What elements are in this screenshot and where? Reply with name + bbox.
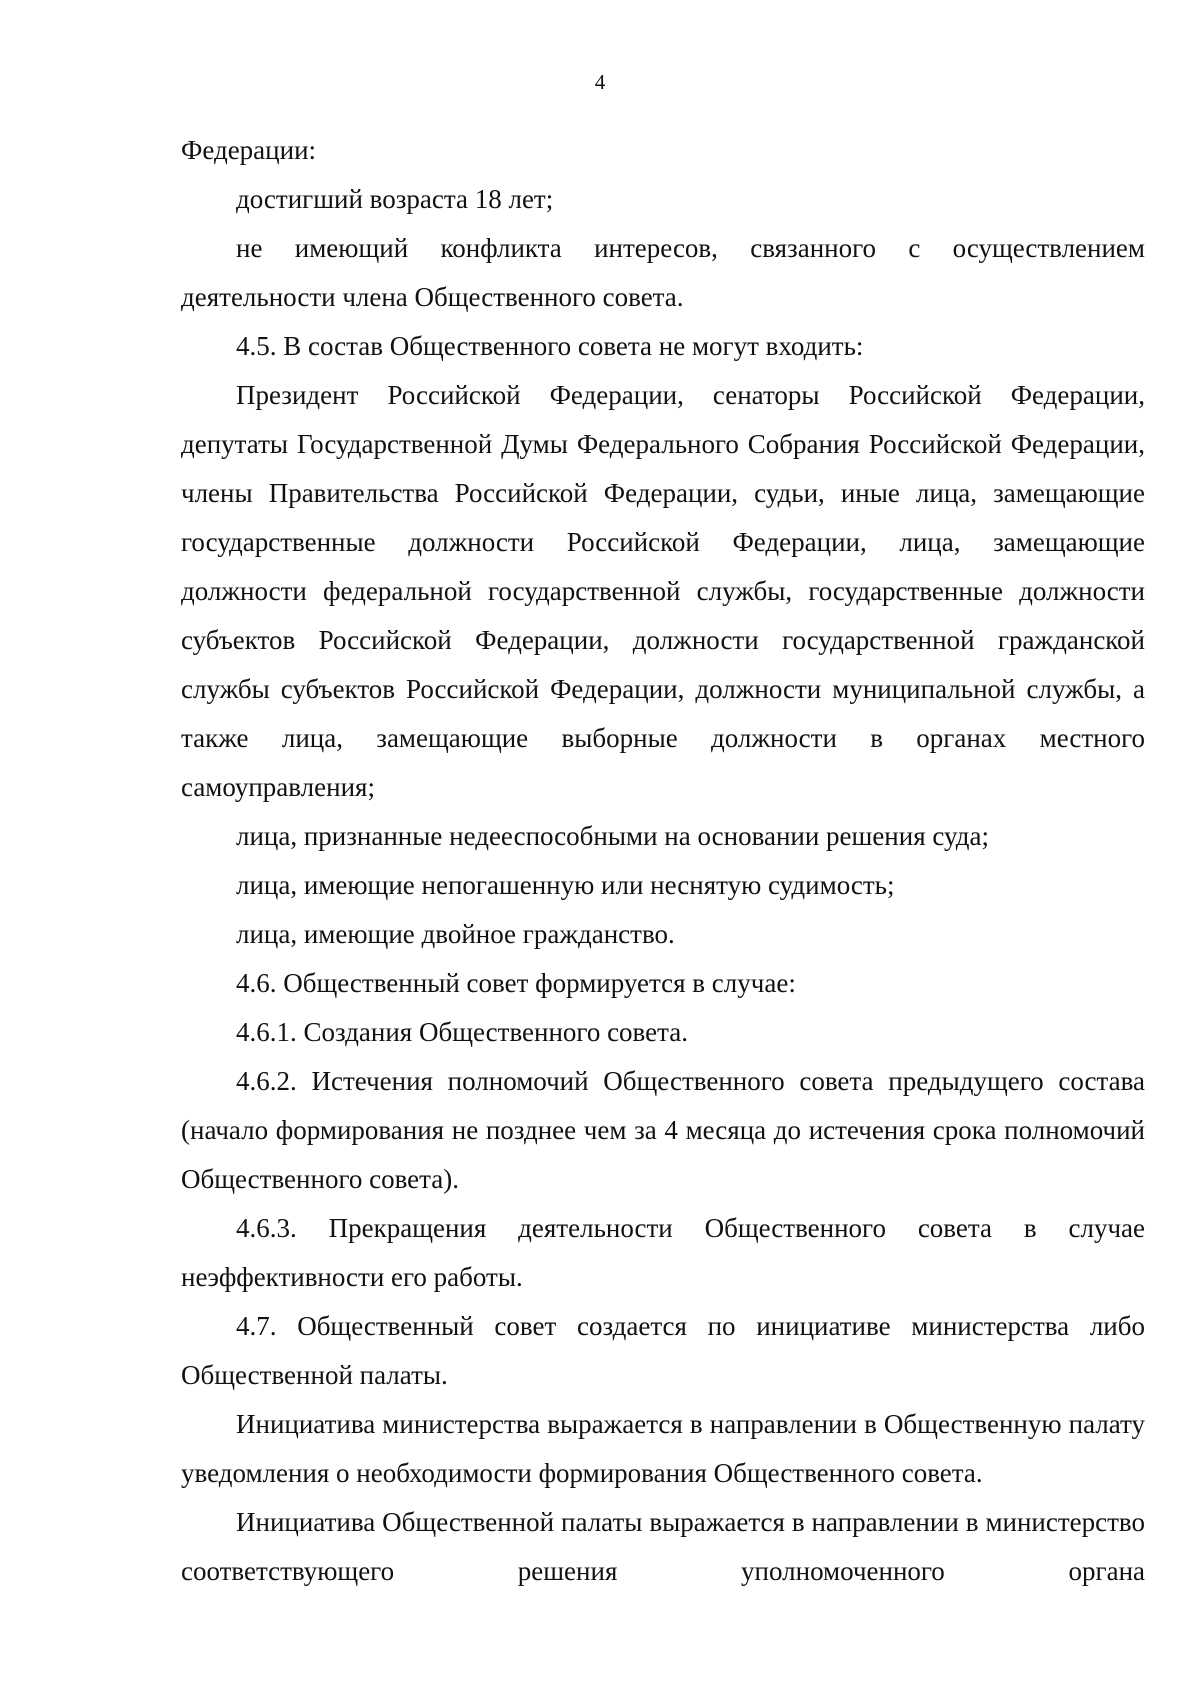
paragraph-dual-citizenship: лица, имеющие двойное гражданство. [236,919,675,949]
paragraph-chamber-initiative: Инициатива Общественной палаты выражается в направлении в министерство соответствующего решения уполномоченного органа [181,1507,1145,1586]
paragraph-ministry-initiative: Инициатива министерства выражается в направлении в Общественную палату уведомления о необходимости формирования Общественного совета. [181,1409,1145,1488]
paragraph-continuation: Федерации: [181,135,317,165]
paragraph-4-6-3: 4.6.3. Прекращения деятельности Общественного совета в случае неэффективности его работы. [181,1213,1145,1292]
paragraph-incapacitated: лица, признанные недееспособными на основании решения суда; [236,821,990,851]
paragraph-4-6: 4.6. Общественный совет формируется в случае: [236,968,796,998]
paragraph-4-6-2: 4.6.2. Истечения полномочий Общественного совета предыдущего состава (начало формирования не позднее чем за 4 месяца до истечения срока полномочий Общественного совета). [181,1066,1145,1194]
paragraph-4-7: 4.7. Общественный совет создается по инициативе министерства либо Общественной палаты. [181,1311,1145,1390]
paragraph-no-conflict: не имеющий конфликта интересов, связанного с осуществлением деятельности члена Общественного совета. [181,233,1145,312]
page-number: 4 [594,70,606,94]
paragraph-criminal-record: лица, имеющие непогашенную или неснятую судимость; [236,870,895,900]
paragraph-4-6-1: 4.6.1. Создания Общественного совета. [236,1017,688,1047]
paragraph-4-5: 4.5. В состав Общественного совета не могут входить: [236,331,864,361]
document-body [181,126,1145,1596]
paragraph-age-requirement: достигший возраста 18 лет; [236,184,554,214]
paragraph-excluded-officials: Президент Российской Федерации, сенаторы Российской Федерации, депутаты Государственной Думы Федерального Собрания Российской Федерации, члены Правительства Российской Федерации, судьи, иные лица, замещающие государственные должности Российской Федерации, лица, замещающие должности федеральной государственной службы, государственные должности субъектов Российской Федерации, должности государственной гражданской службы субъектов Российской Федерации, должности муниципальной службы, а также лица, замещающие выборные должности в органах местного самоуправления; [181,380,1145,802]
